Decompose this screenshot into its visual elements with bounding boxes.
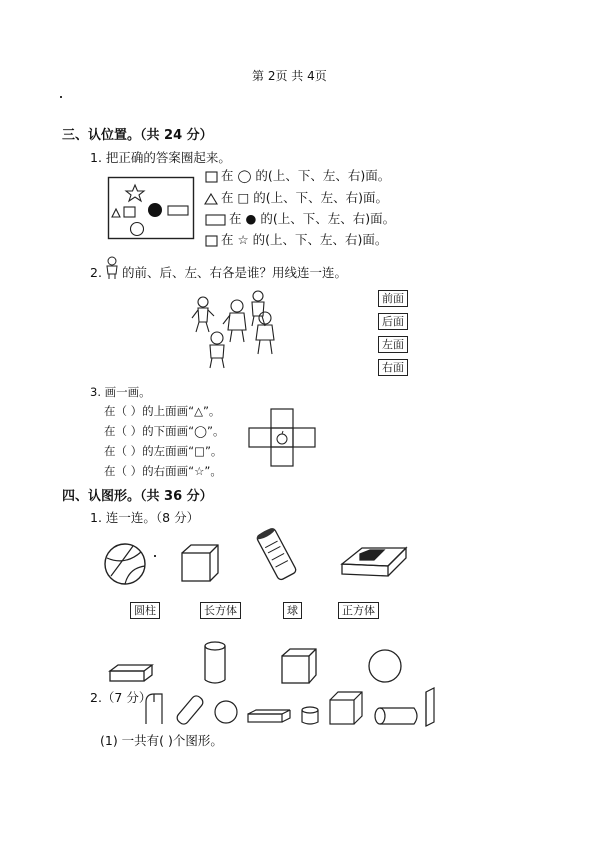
q3-prompt: 3. 画一画。 (90, 385, 151, 399)
label-cylinder: 圆柱 (130, 602, 160, 619)
triangle-icon (205, 193, 219, 205)
can-image (255, 525, 299, 585)
child-figure-icon (104, 256, 120, 280)
q1-line-4: 在 ☆ 的(上、下、左、右)面。 (221, 232, 388, 247)
scan-speck (154, 555, 156, 557)
sphere-shape (367, 648, 403, 684)
s4-q2-sub1: (1) 一共有( )个图形。 (100, 733, 223, 748)
filled-circle-icon (148, 203, 162, 217)
q1-line-3: 在 ● 的(上、下、左、右)面。 (229, 211, 396, 226)
q3-line-4: 在（ ）的右面画“☆”。 (104, 464, 222, 478)
cube-shape (280, 647, 318, 685)
volleyball-image (103, 542, 147, 586)
shapes-collection (140, 688, 450, 728)
cuboid-shape (108, 663, 154, 685)
rectangle-icon (168, 206, 188, 215)
cylinder-shape (202, 640, 228, 686)
section4-title: 四、认图形。（共 36 分） (62, 489, 213, 504)
circle-icon (131, 223, 144, 236)
children-group-illustration (190, 288, 285, 370)
q1-line-2: 在 □ 的(上、下、左、右)面。 (221, 190, 389, 205)
q2-number: 2. (90, 265, 102, 280)
scan-speck (60, 96, 62, 98)
rectangle-icon (205, 214, 227, 226)
triangle-icon (112, 209, 120, 217)
square-icon (124, 207, 135, 217)
label-sphere: 球 (283, 602, 302, 619)
cube-box-image (180, 543, 220, 583)
q2-prompt: 的前、后、左、右各是谁？用线连一连。 (122, 265, 348, 280)
page-indicator: 第 2页 共 4页 (252, 69, 327, 83)
option-back: 后面 (378, 313, 408, 330)
box-object-image (340, 546, 408, 580)
q1-prompt: 1. 把正确的答案圈起来。 (90, 150, 231, 165)
label-cuboid: 长方体 (200, 602, 241, 619)
apple-icon (277, 431, 287, 444)
q3-line-1: 在（ ）的上面画“△”。 (104, 404, 221, 418)
q1-line-1: 在 ◯ 的(上、下、左、右)面。 (221, 168, 391, 183)
option-right: 右面 (378, 359, 408, 376)
position-figure (108, 177, 194, 239)
q3-line-2: 在（ ）的下面画“◯”。 (104, 424, 225, 438)
label-cube: 正方体 (338, 602, 379, 619)
section3-title: 三、认位置。（共 24 分） (62, 128, 213, 143)
q3-line-3: 在（ ）的左面画“□”。 (104, 444, 223, 458)
square-icon (205, 171, 219, 183)
square-icon (205, 235, 219, 247)
option-front: 前面 (378, 290, 408, 307)
s4-q1-prompt: 1. 连一连。（8 分） (90, 510, 200, 525)
option-left: 左面 (378, 336, 408, 353)
star-icon (126, 185, 144, 201)
s4-q2-prompt: 2.（7 分） (90, 690, 152, 705)
cross-grid (247, 408, 323, 468)
